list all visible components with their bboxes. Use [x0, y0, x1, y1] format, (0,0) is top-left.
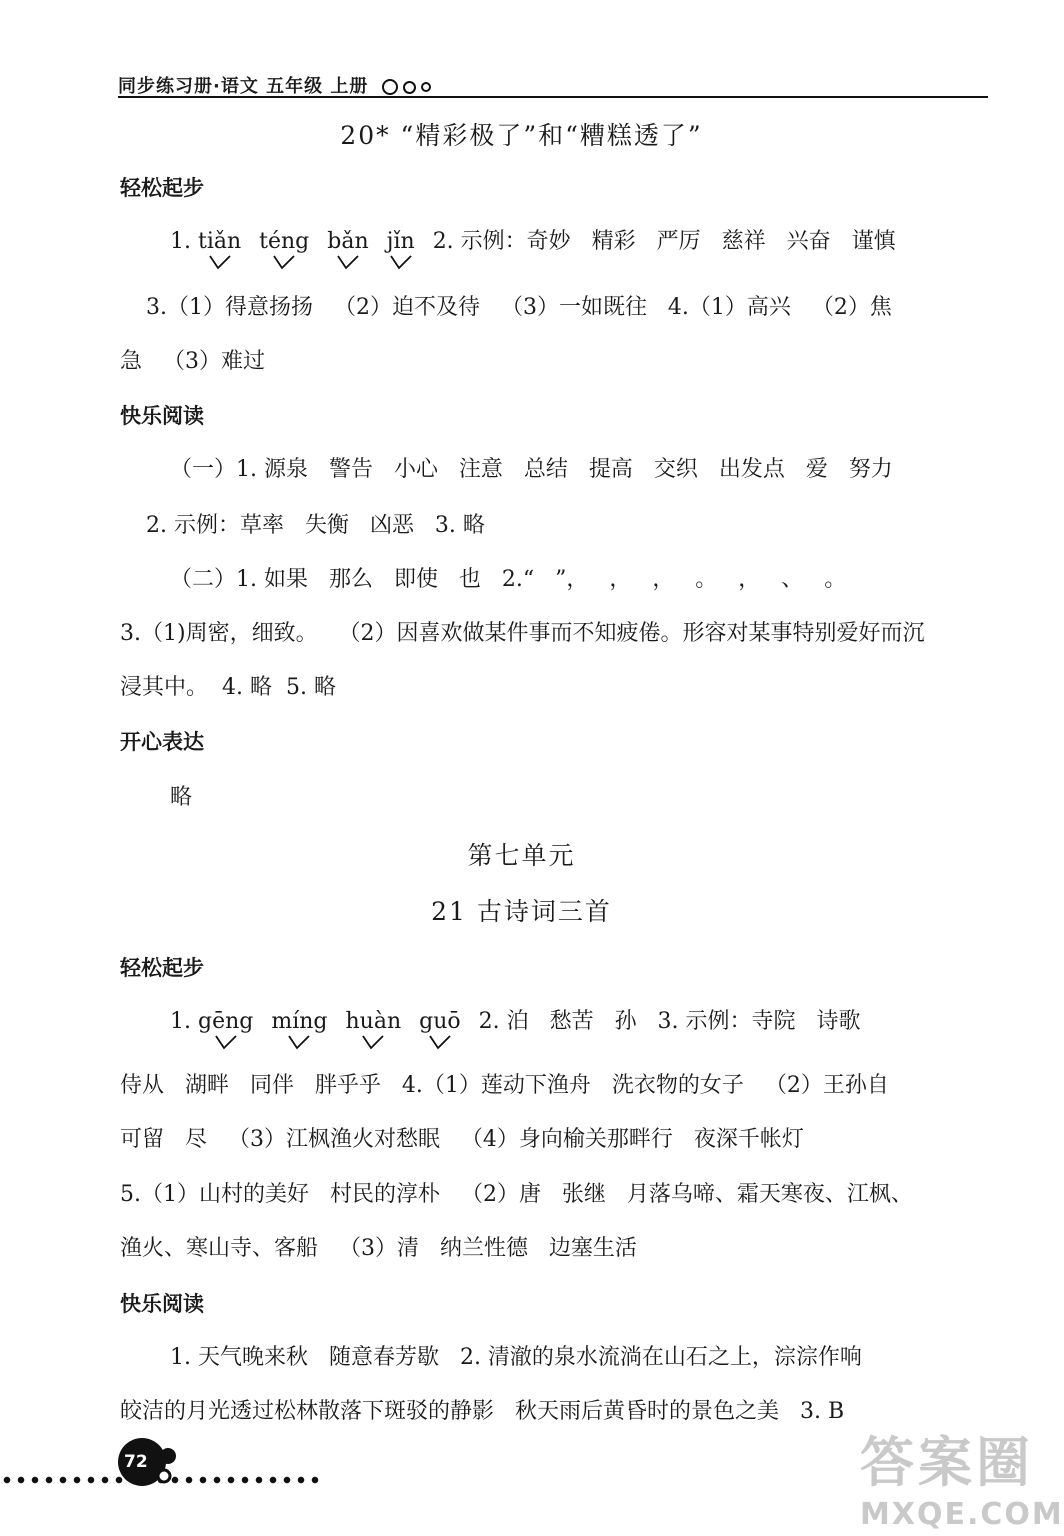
check-mark-icon: [214, 1034, 238, 1050]
check-mark-icon: [336, 254, 360, 270]
site-watermark: [860, 1420, 1064, 1532]
section-happy-expression: 开心表达: [120, 730, 204, 754]
pinyin-item: bǎn: [327, 229, 368, 254]
answer-line: 可留 尽 （3）江枫渔火对愁眠 （4）身向榆关那畔行 夜深千帐灯: [120, 1127, 804, 1152]
answer-line: （二）1. 如果 那么 即使 也 2.“ ”， ， ， 。 ， 、 。: [170, 567, 847, 592]
pinyin-line-2: 1. gēng míng huàn guō 2. 泊 愁苦 孙 3. 示例：寺院 诗歌: [170, 1004, 861, 1035]
answer-line: 3.（1）得意扬扬 （2）迫不及待 （3）一如既往 4.（1）高兴 （2）焦: [146, 295, 892, 320]
pinyin-item: míng: [271, 1009, 327, 1034]
check-mark-icon: [361, 1034, 385, 1050]
header-circles-decoration: [382, 76, 436, 97]
pinyin-item: gēng: [198, 1009, 253, 1034]
answer-line: （一）1. 源泉 警告 小心 注意 总结 提高 交织 出发点 爱 努力: [170, 457, 893, 482]
check-mark-icon: [287, 1034, 311, 1050]
answer-text: 2. 示例：奇妙 精彩 严厉 慈祥 兴奋 谨慎: [432, 229, 896, 254]
check-mark-icon: [428, 1034, 452, 1050]
answer-line: 皎洁的月光透过松林散落下斑驳的静影 秋天雨后黄昏时的景色之美 3. B: [120, 1399, 845, 1424]
answer-line: 3.（1)周密，细致。 （2）因喜欢做某件事而不知疲倦。形容对某事特别爱好而沉: [120, 621, 925, 646]
running-header: [118, 72, 988, 98]
check-mark-icon: [208, 254, 232, 270]
answer-line: 略: [170, 785, 193, 810]
section-easy-start-1: 轻松起步: [120, 176, 204, 200]
pinyin-item: guō: [419, 1009, 461, 1034]
lesson-21-title: 21 古诗词三首: [431, 897, 612, 926]
answer-line: 5.（1）山村的美好 村民的淳朴 （2）唐 张继 月落乌啼、霜天寒夜、江枫、: [120, 1182, 913, 1207]
pinyin-item: tiǎn: [198, 229, 241, 254]
lesson-20-title: 20* “精彩极了”和“糟糕透了”: [340, 121, 703, 150]
answer-line: 2. 示例：草率 失衡 凶恶 3. 略: [146, 513, 485, 538]
answer-line: 侍从 湖畔 同伴 胖乎乎 4.（1）莲动下渔舟 洗衣物的女子 （2）王孙自: [120, 1073, 889, 1098]
answer-line: 渔火、寒山寺、客船 （3）清 纳兰性德 边塞生活: [120, 1236, 637, 1261]
watermark-logo-text: 答案圈: [860, 1431, 1034, 1494]
section-easy-start-2: 轻松起步: [120, 956, 204, 980]
pinyin-item: jǐn: [387, 229, 415, 254]
check-mark-icon: [389, 254, 413, 270]
pinyin-item: huàn: [346, 1009, 402, 1034]
section-happy-reading-2: 快乐阅读: [120, 1292, 204, 1316]
answer-line: 急 （3）难过: [120, 349, 265, 374]
watermark-url: MXQE.COM: [860, 1497, 1064, 1532]
section-happy-reading-1: 快乐阅读: [120, 404, 204, 428]
pinyin-line-1: 1. tiǎn téng bǎn jǐn 2. 示例：奇妙 精彩 严厉 慈祥 兴奋 谨慎: [170, 224, 896, 255]
check-mark-icon: [272, 254, 296, 270]
answer-text: 2. 泊 愁苦 孙 3. 示例：寺院 诗歌: [478, 1009, 861, 1034]
answer-line: 浸其中。 4. 略 5. 略: [120, 675, 336, 700]
page-number: 72: [124, 1452, 148, 1472]
answer-line: 1. 天气晚来秋 随意春芳歇 2. 清澈的泉水流淌在山石之上，淙淙作响: [170, 1345, 862, 1370]
header-text: 同步练习册·语文 五年级 上册: [118, 76, 369, 97]
pinyin-item: téng: [259, 229, 309, 254]
unit-7-title: 第七单元: [467, 841, 576, 870]
